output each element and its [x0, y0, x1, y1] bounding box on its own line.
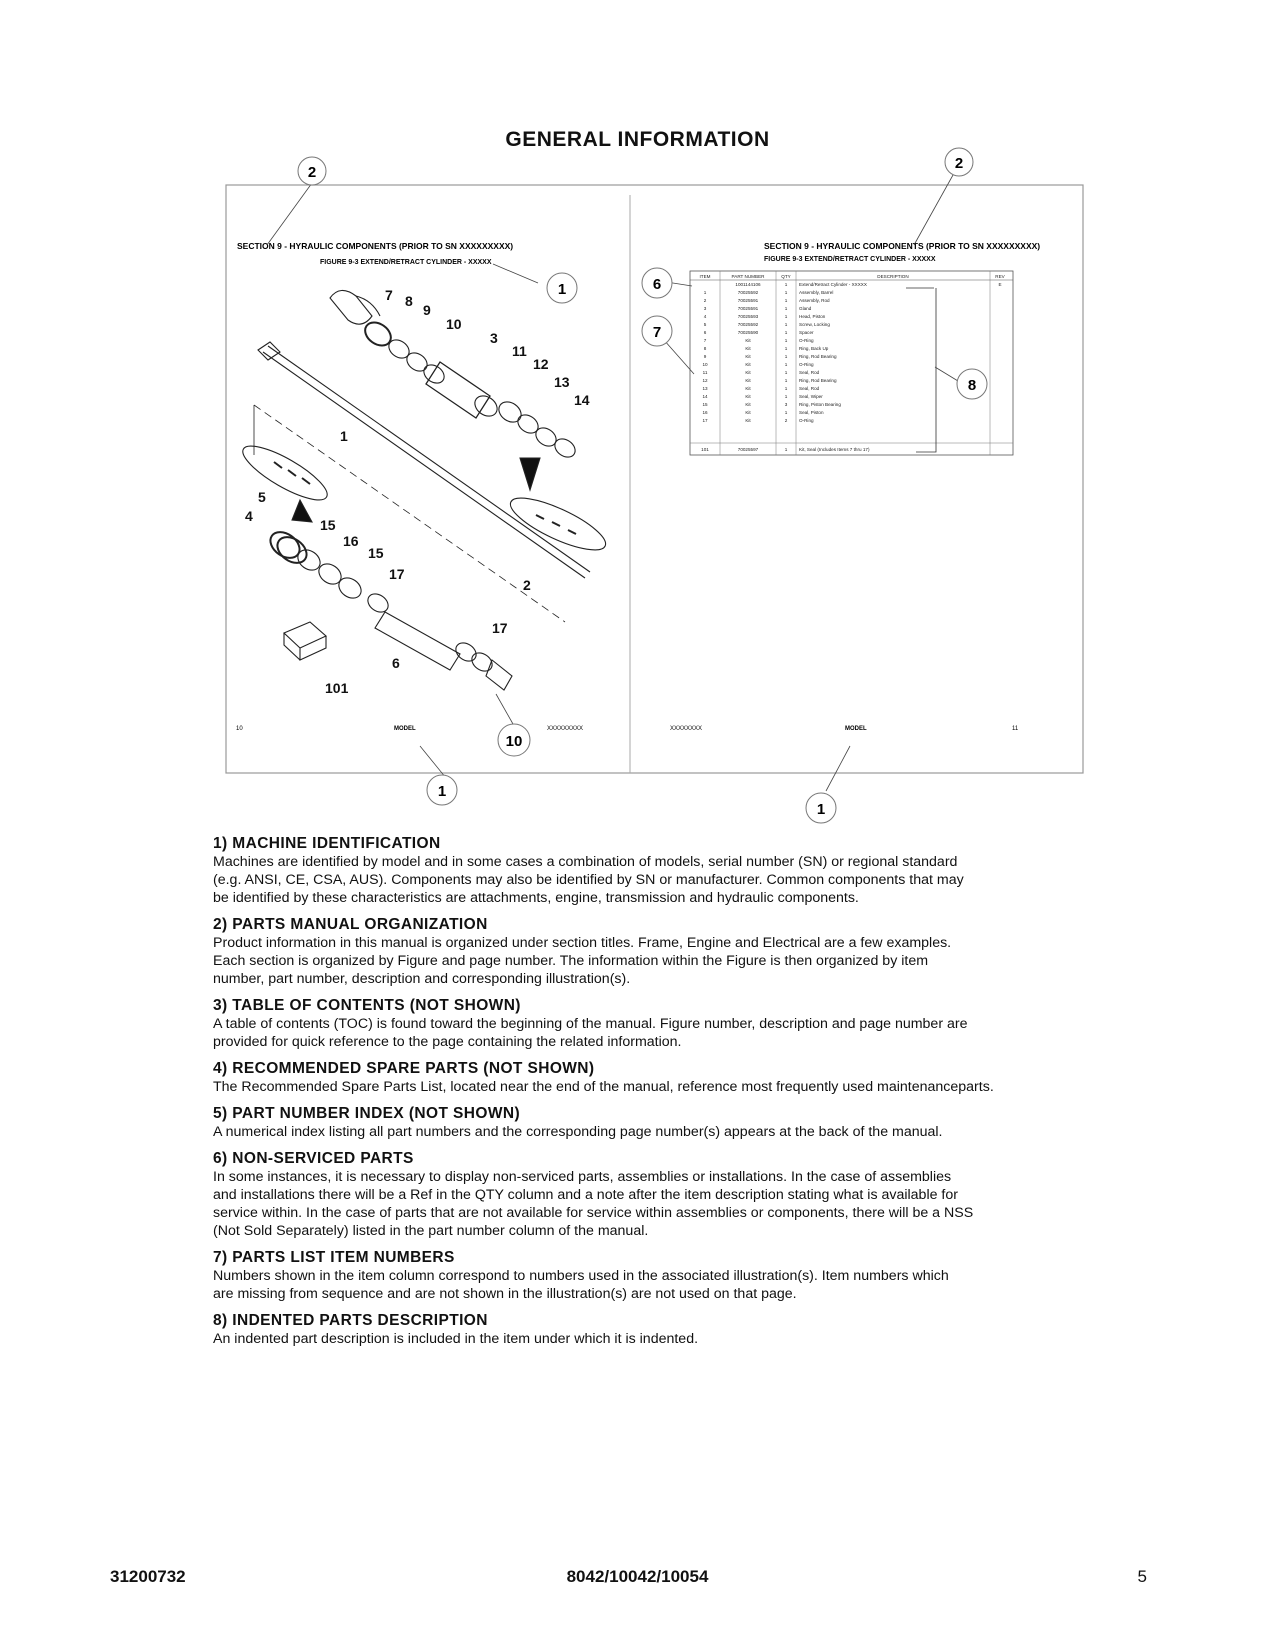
table-cell: 11 — [702, 370, 708, 375]
table-cell: 1 — [784, 314, 788, 319]
callout-label: 10 — [505, 733, 523, 750]
right-footer-code: XXXXXXXX — [670, 726, 703, 732]
table-cell: 1 — [784, 447, 788, 452]
table-header: QTY — [781, 274, 791, 279]
table-header: REV — [995, 274, 1005, 279]
section-body — [213, 1015, 1133, 1051]
section-heading: 6) NON-SERVICED PARTS — [213, 1150, 414, 1167]
item-label: 1 — [340, 428, 348, 444]
section-body-line: Each section is organized by Figure and page number. The information within the Figure is then organized by item — [213, 953, 929, 969]
section-body-line: and installations there will be a Ref in the QTY column and a note after the item description stating what is available for — [213, 1187, 958, 1203]
section-body — [213, 1267, 1133, 1303]
table-cell: 70025592 — [737, 322, 759, 327]
section-body-line: The Recommended Spare Parts List, located near the end of the manual, reference most frequently used maintenanceparts. — [213, 1079, 994, 1095]
table-cell: 1 — [784, 290, 788, 295]
item-label: 11 — [512, 343, 527, 359]
left-footer-code: XXXXXXXXX — [547, 726, 584, 732]
item-label: 16 — [343, 533, 359, 549]
section-block — [213, 1105, 1133, 1141]
table-cell: 7 — [703, 338, 707, 343]
table-cell: 14 — [702, 394, 708, 399]
section-body-line: be identified by these characteristics are attachments, engine, transmission and hydraulic components. — [213, 890, 859, 906]
table-cell: Ring, Rod Bearing — [799, 354, 837, 359]
page-footer — [0, 1567, 1275, 1589]
item-label: 10 — [446, 316, 462, 332]
table-cell: O-Ring — [799, 362, 814, 367]
section-heading: 4) RECOMMENDED SPARE PARTS (NOT SHOWN) — [213, 1060, 595, 1077]
section-block — [213, 1150, 1133, 1240]
table-cell: 8 — [703, 346, 707, 351]
table-cell: Ring, Rod Bearing — [799, 378, 837, 383]
table-cell: 13 — [702, 386, 708, 391]
table-cell: 70025597 — [737, 447, 759, 452]
table-cell: Kit — [745, 386, 751, 391]
left-footer-page: 10 — [236, 726, 243, 732]
table-cell: Seal, Piston — [799, 410, 824, 415]
item-label: 14 — [574, 392, 590, 408]
parts-table — [690, 271, 1013, 455]
section-body — [213, 1123, 1133, 1141]
table-cell: Seal, Wiper — [799, 394, 823, 399]
table-cell: 12 — [702, 378, 708, 383]
table-cell: 1 — [784, 322, 788, 327]
table-cell: 9 — [703, 354, 707, 359]
section-heading: 8) INDENTED PARTS DESCRIPTION — [213, 1312, 488, 1329]
section-body — [213, 853, 1133, 907]
page-title: GENERAL INFORMATION — [505, 128, 770, 151]
table-cell: Ring, Back Up — [799, 346, 829, 351]
table-header: PART NUMBER — [731, 274, 765, 279]
section-body-line: In some instances, it is necessary to display non-serviced parts, assemblies or installations. In the case of assemblies — [213, 1169, 952, 1185]
item-label: 17 — [389, 566, 405, 582]
table-cell: Ring, Piston Bearing — [799, 402, 841, 407]
table-cell: 3 — [784, 402, 788, 407]
table-cell: Kit — [745, 370, 751, 375]
table-cell: 70025593 — [737, 314, 759, 319]
footer-models: 8042/10042/10054 — [566, 1567, 709, 1586]
table-cell: 6 — [703, 330, 707, 335]
section-body-line: provided for quick reference to the page containing the related information. — [213, 1034, 682, 1050]
table-cell: Assembly, Rod — [799, 298, 830, 303]
section-block — [213, 1312, 1133, 1348]
table-cell: Gland — [799, 306, 812, 311]
section-heading: 2) PARTS MANUAL ORGANIZATION — [213, 916, 488, 933]
item-label: 3 — [490, 330, 498, 346]
table-cell: Kit — [745, 418, 751, 423]
table-cell: Kit — [745, 354, 751, 359]
table-cell: 1 — [784, 410, 788, 415]
section-body-line: are missing from sequence and are not shown in the illustration(s) are not used on that page. — [213, 1286, 797, 1302]
table-cell: Kit — [745, 402, 751, 407]
table-cell: Extend/Retract Cylinder - XXXXX — [799, 282, 867, 287]
section-block — [213, 1249, 1133, 1303]
table-cell: Screw, Locking — [799, 322, 830, 327]
callout-label: 8 — [967, 377, 977, 394]
table-cell: 16 — [702, 410, 708, 415]
section-block — [213, 916, 1133, 988]
item-label: 5 — [258, 489, 266, 505]
section-heading: 1) MACHINE IDENTIFICATION — [213, 835, 441, 852]
table-cell: 4 — [703, 314, 707, 319]
section-block — [213, 835, 1133, 907]
callout-label: 1 — [816, 801, 826, 818]
table-cell: Kit — [745, 362, 751, 367]
table-cell: 70025591 — [737, 298, 759, 303]
item-label: 101 — [325, 680, 349, 696]
table-cell: Seal, Rod — [799, 386, 820, 391]
section-heading: 5) PART NUMBER INDEX (NOT SHOWN) — [213, 1105, 521, 1122]
callout-label: 1 — [557, 281, 567, 298]
callout-label: 1 — [437, 783, 447, 800]
table-cell: 2 — [703, 298, 707, 303]
left-header-2: FIGURE 9-3 EXTEND/RETRACT CYLINDER - XXXXX — [320, 259, 492, 266]
item-label: 13 — [554, 374, 570, 390]
table-cell: 1001144106 — [735, 282, 761, 287]
table-cell: 1 — [784, 338, 788, 343]
section-body-line: (e.g. ANSI, CE, CSA, AUS). Components may also be identified by SN or manufacturer. Common components that may — [213, 872, 964, 888]
table-cell: Assembly, Barrel — [799, 290, 834, 295]
item-label: 15 — [368, 545, 384, 561]
table-cell: 1 — [784, 298, 788, 303]
table-cell: Kit — [745, 410, 751, 415]
section-body-line: service within. In the case of parts that are not available for service within assemblies or components, there will be a NSS — [213, 1205, 974, 1221]
section-body — [213, 1078, 1133, 1096]
section-body-line: Product information in this manual is organized under section titles. Frame, Engine and Electrical are a few examples. — [213, 935, 952, 951]
table-cell: E — [998, 282, 1002, 287]
table-cell: 70025590 — [737, 330, 759, 335]
table-cell: Kit — [745, 394, 751, 399]
table-cell: 17 — [702, 418, 708, 423]
table-cell: Kit — [745, 378, 751, 383]
table-cell: 15 — [702, 402, 708, 407]
item-label: 9 — [423, 302, 431, 318]
item-label: 12 — [533, 356, 549, 372]
item-label: 7 — [385, 287, 393, 303]
table-cell: 101 — [701, 447, 709, 452]
section-body-line: Numbers shown in the item column correspond to numbers used in the associated illustration(s). Item numbers which — [213, 1268, 949, 1284]
left-header-1: SECTION 9 - HYRAULIC COMPONENTS (PRIOR TO SN XXXXXXXXX) — [237, 241, 514, 251]
footer-doc-number: 31200732 — [110, 1567, 186, 1586]
table-cell: 1 — [784, 282, 788, 287]
table-cell: 1 — [784, 362, 788, 367]
section-body — [213, 934, 1133, 988]
table-cell: 5 — [703, 322, 707, 327]
table-cell: Kit — [745, 346, 751, 351]
section-heading: 7) PARTS LIST ITEM NUMBERS — [213, 1249, 455, 1266]
section-body-line: A table of contents (TOC) is found toward the beginning of the manual. Figure number, description and page number are — [213, 1016, 968, 1032]
table-cell: Seal, Rod — [799, 370, 820, 375]
callout-label: 7 — [652, 324, 662, 341]
section-body-line: (Not Sold Separately) listed in the part number column of the manual. — [213, 1223, 649, 1239]
footer-page-number: 5 — [1137, 1567, 1147, 1586]
item-label: 15 — [320, 517, 336, 533]
table-cell: 70025591 — [737, 306, 759, 311]
callout-label: 2 — [954, 155, 964, 172]
table-cell: 1 — [784, 306, 788, 311]
table-cell: 1 — [784, 354, 788, 359]
callout-label: 2 — [307, 164, 317, 181]
table-cell: O-Ring — [799, 338, 814, 343]
right-header-1: SECTION 9 - HYRAULIC COMPONENTS (PRIOR TO SN XXXXXXXXX) — [764, 241, 1041, 251]
right-footer-page: 11 — [1012, 726, 1019, 732]
table-cell: 1 — [703, 290, 707, 295]
item-label: 8 — [405, 293, 413, 309]
table-cell: 1 — [784, 370, 788, 375]
item-label: 4 — [245, 508, 253, 524]
cylinder-illustration — [236, 290, 611, 690]
table-cell: Kit, Seal (Includes Items 7 thru 17) — [799, 447, 870, 452]
table-cell: 1 — [784, 378, 788, 383]
table-cell: 1 — [784, 330, 788, 335]
right-header-2: FIGURE 9-3 EXTEND/RETRACT CYLINDER - XXXXX — [764, 256, 936, 263]
section-heading: 3) TABLE OF CONTENTS (NOT SHOWN) — [213, 997, 521, 1014]
table-cell: Spacer — [799, 330, 814, 335]
table-cell: 70025592 — [737, 290, 759, 295]
table-header: DESCRIPTION — [877, 274, 909, 279]
section-body-line: A numerical index listing all part numbers and the corresponding page number(s) appears at the back of the manual. — [213, 1124, 943, 1140]
right-footer-model: MODEL — [845, 726, 867, 732]
section-block — [213, 1060, 1133, 1096]
table-cell: 10 — [702, 362, 708, 367]
callout-label: 6 — [652, 276, 662, 293]
item-label: 6 — [392, 655, 400, 671]
table-cell: Kit — [745, 338, 751, 343]
section-body — [213, 1168, 1133, 1240]
left-footer-model: MODEL — [394, 726, 416, 732]
section-body-line: An indented part description is included in the item under which it is indented. — [213, 1331, 699, 1347]
table-cell: 1 — [784, 394, 788, 399]
table-cell: O-Ring — [799, 418, 814, 423]
table-header: ITEM — [699, 274, 711, 279]
table-cell: 1 — [784, 386, 788, 391]
item-label: 17 — [492, 620, 508, 636]
section-block — [213, 997, 1133, 1051]
section-body — [213, 1330, 1133, 1348]
item-labels — [245, 287, 590, 696]
item-label: 2 — [523, 577, 531, 593]
section-body-line: number, part number, description and corresponding illustration(s). — [213, 971, 631, 987]
table-cell: Head, Piston — [799, 314, 826, 319]
section-body-line: Machines are identified by model and in some cases a combination of models, serial number (SN) or regional standard — [213, 854, 958, 870]
table-cell: 3 — [703, 306, 707, 311]
info-sections — [213, 835, 1133, 1357]
table-cell: 2 — [784, 418, 788, 423]
table-cell: 1 — [784, 346, 788, 351]
